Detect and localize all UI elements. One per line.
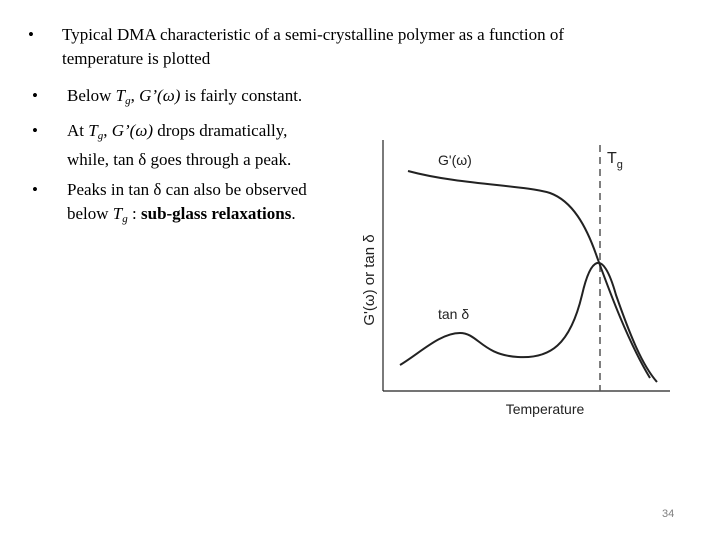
tg-label-symbol: T [607,150,617,167]
text-segment: , [130,86,140,105]
y-axis-label: G'(ω) or tan δ [361,234,378,326]
text-segment: : [127,204,141,223]
tg-symbol: T [112,204,123,223]
text-segment: is fairly constant. [180,86,303,105]
bullet-marker: • [32,180,38,199]
tg-symbol: T [115,86,126,105]
tg-symbol: T [88,121,98,140]
bullet-text [62,23,672,71]
text-segment: , [103,121,112,140]
bullet-line [67,202,367,231]
tg-subscript: g [125,95,131,107]
tan-delta-label: tan δ [438,306,470,322]
tan-delta-curve [400,263,657,382]
text-segment: . [291,204,296,223]
bullet-text [67,178,367,231]
bullet-text [67,119,367,172]
text-segment: below [67,204,113,223]
dma-figure [350,135,670,425]
bullet-line: Typical DMA characteristic of a semi-crystalline polymer as a function of [62,25,565,44]
bullet-line: temperature is plotted [62,49,211,68]
storage-modulus-symbol: G’(ω) [139,86,181,105]
bullet-marker: • [32,121,38,140]
tg-subscript: g [122,213,128,225]
bullet-line: Peaks in tan δ can also be observed [67,180,307,199]
bullet-line [67,119,367,148]
bullet-line: while, tan δ goes through a peak. [67,150,292,169]
bullet-marker: • [32,86,38,105]
tg-label-subscript: g [616,159,623,171]
page-number: 34 [662,508,675,520]
bullet-marker: • [28,25,34,44]
storage-modulus-symbol: G’(ω) [111,121,153,140]
tg-label [607,150,623,171]
emphasis-text: sub-glass relaxations [141,204,292,223]
text-segment: At [67,121,89,140]
text-segment: Below [67,86,116,105]
x-axis-label: Temperature [505,401,585,417]
bullet-text [67,84,367,113]
tg-subscript: g [97,130,104,142]
storage-modulus-curve [408,171,650,378]
storage-modulus-label: G'(ω) [438,152,472,168]
text-segment: drops dramatically, [152,121,288,140]
